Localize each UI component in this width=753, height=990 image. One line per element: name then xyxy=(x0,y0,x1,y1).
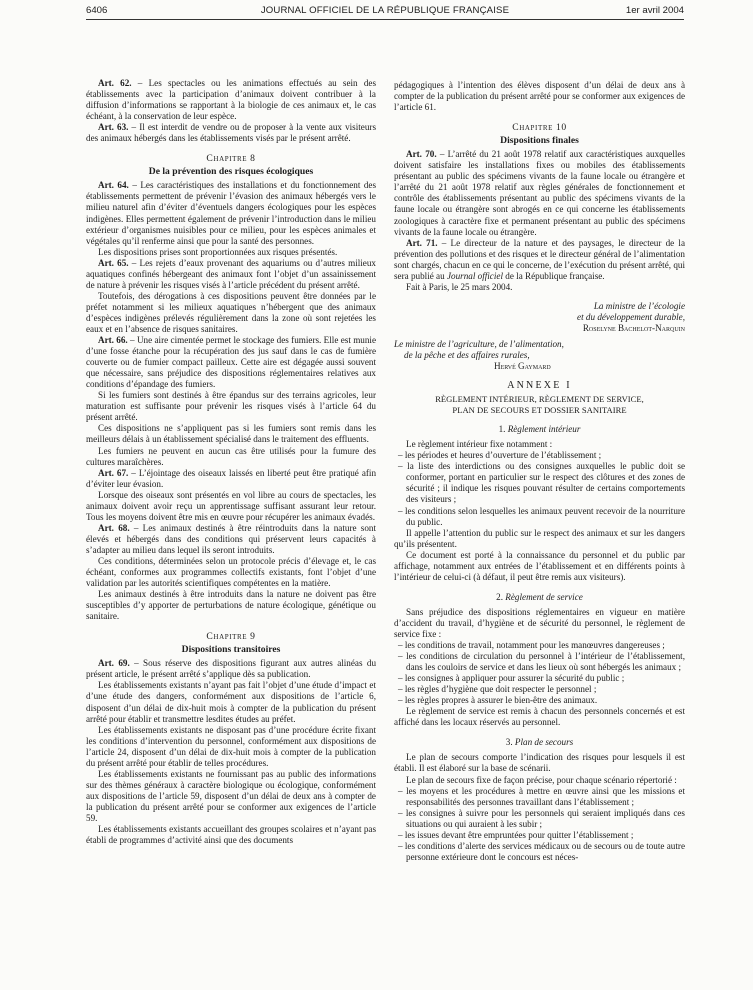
paragraph: Toutefois, des dérogations à ces dispositions peuvent être données par le préfet notamment si les milieux aquatiques n’hébergent que des animaux d’espèces indigènes prélevés régulièrement dans la zone où sont rejetées les eaux et en l’absence de risques sanitaires. xyxy=(86,290,376,334)
paragraph: Le règlement intérieur fixe notamment : xyxy=(406,439,553,450)
list-item: – les conditions de circulation du personnel à l’intérieur de l’établissement, dans les couloirs de service et dans les lieux où sont hébergés les animaux ; xyxy=(398,651,685,673)
paragraph: Il appelle l’attention du public sur le respect des animaux et sur les dangers qu’ils présentent. xyxy=(394,527,685,549)
list-item: – les consignes à suivre pour les personnels qui seraient impliqués dans ces situations ou qui auraient à les subir ; xyxy=(398,807,685,829)
chapter-10-title: Dispositions finales xyxy=(500,135,579,147)
publication-date: 1er avril 2004 xyxy=(625,5,684,16)
article-65: Art. 65. – Les rejets d’eaux provenant des aquariums ou d’autres milieux aquatiques confinés hébergeant des animaux font l’objet d’un assainissement de nature à prévenir les risques visés à l’article précédent du présent arrêté. xyxy=(86,257,376,290)
paragraph: Les dispositions prises sont proportionnées aux risques présentés. xyxy=(98,246,338,257)
signatory-2-name: Hervé Gaymard xyxy=(494,361,551,372)
article-63: Art. 63. – Il est interdit de vendre ou de proposer à la vente aux visiteurs des animaux hébergés dans les établissements visés par le présent arrêté. xyxy=(86,122,376,144)
signature-date: Fait à Paris, le 25 mars 2004. xyxy=(406,281,513,292)
annex-heading: ANNEXE I xyxy=(507,380,572,392)
section-3-list xyxy=(394,786,685,863)
chapter-8-heading: Chapitre 8 xyxy=(206,153,256,165)
paragraph: Ces conditions, déterminées selon un protocole précis d’élevage et, le cas échéant, conformes aux programmes collectifs existants, font l’objet d’une validation par les autorités scientifiques compétentes en la matière. xyxy=(86,555,376,589)
right-column xyxy=(394,80,685,863)
list-item: – les conditions de travail, notamment pour les manœuvres dangereuses ; xyxy=(398,640,665,651)
paragraph: Lorsque des oiseaux sont présentés en vol libre au cours de spectacles, les animaux doivent avoir reçu un apprentissage suffisant assurant leur retour. Tous les moyens doivent être mis en œuvre pour récupérer les animaux évadés. xyxy=(86,489,376,522)
paragraph: Les établissements existants ne fournissant pas au public des informations sur des thèmes généraux à caractère biologique ou écologique, conformément aux dispositions de l’article 59, disposent d’un délai de deux ans à compter de la publication du présent arrêté pour se conformer aux exigences de l’article 59. xyxy=(86,768,376,823)
left-column xyxy=(86,78,376,846)
chapter-10-heading: Chapitre 10 xyxy=(512,122,567,134)
article-68: Art. 68. – Les animaux destinés à être réintroduits dans la nature sont élevés et hébergés dans des conditions qui préservent leurs capacités à s’adapter au milieu dans lequel ils seront introduits. xyxy=(86,522,377,555)
section-2-list xyxy=(394,640,685,706)
section-3-heading: 3. Plan de secours xyxy=(505,737,574,748)
list-item: – la liste des interdictions ou des consignes auxquelles le public doit se conformer, portant en particulier sur le respect des clôtures et des zones de sécurité ; il indique les risques pouvant résulter de certains comportements des visiteurs ; xyxy=(398,461,685,505)
signatory-2-title-2: de la pêche et des affaires rurales, xyxy=(404,350,530,361)
signatory-1-title-2: et du développement durable, xyxy=(577,311,685,322)
list-item: – les règles propres à assurer le bien-être des animaux. xyxy=(398,695,598,706)
signatory-1-title: La ministre de l’écologie xyxy=(593,300,685,311)
journal-title: JOURNAL OFFICIEL DE LA RÉPUBLIQUE FRANÇAISE xyxy=(260,5,510,16)
chapter-9-heading: Chapitre 9 xyxy=(206,631,256,643)
paragraph: Les animaux destinés à être introduits dans la nature ne doivent pas être susceptibles d’y apporter de perturbations de nature écologique, génétique ou sanitaire. xyxy=(86,589,376,622)
section-1-heading: 1. Règlement intérieur xyxy=(498,424,581,435)
list-item: – les consignes à appliquer pour assurer la sécurité du public ; xyxy=(398,673,625,684)
annex-subtitle-2: PLAN DE SECOURS ET DOSSIER SANITAIRE xyxy=(452,404,627,415)
paragraph: Les établissements existants ne disposant pas d’une procédure écrite fixant les conditions d’intervention du personnel, conformément aux dispositions de l’article 24, disposent d’un délai de dix-huit mois à compter de la publication du présent arrêté pour établir de telles procédures. xyxy=(86,724,376,768)
article-67: Art. 67. – L’éjointage des oiseaux laissés en liberté peut être pratiqué afin d’éviter leur évasion. xyxy=(86,467,377,489)
list-item: – les conditions selon lesquelles les animaux peuvent recevoir de la nourriture du public. xyxy=(398,505,685,527)
article-69: Art. 69. – Sous réserve des dispositions figurant aux autres alinéas du présent article, le présent arrêté s’applique dès sa publication. xyxy=(86,658,377,680)
paragraph: Le plan de secours comporte l’indication des risques pour lesquels il est établi. Il est élaboré sur la base de scénarii. xyxy=(394,752,685,774)
article-66: Art. 66. – Une aire cimentée permet le stockage des fumiers. Elle est munie d’une fosse étanche pour la récupération des jus sauf dans le cas de fumière couverte ou de fumier compact pailleux. Cette aire est dégagée aussi souvent que nécessaire, sans préjudice des dispositions réglementaires relatives aux conditions d’épandage des fumiers. xyxy=(86,335,377,390)
paragraph: Les établissements existants accueillant des groupes scolaires et n’ayant pas établi de programmes d’activité ainsi que des documents xyxy=(86,824,376,846)
paragraph: Ce document est porté à la connaissance du personnel et du public par affichage, notamment aux entrées de l’établissement et en différents points à l’intérieur de celui-ci (à défaut, il peut être remis aux visiteurs). xyxy=(394,549,685,582)
article-62: Art. 62. – Les spectacles ou les animations effectués au sein des établissements avec la participation d’animaux doivent contribuer à la diffusion d’informations se rapportant à la biologie de ces animaux et, le cas échéant, à la conservation de leur espèce. xyxy=(86,78,377,122)
signatory-1-name: Roselyne Bachelot-Narquin xyxy=(582,322,685,333)
page-header xyxy=(86,2,684,20)
section-2-heading: 2. Règlement de service xyxy=(496,591,583,602)
annex-subtitle-1: RÈGLEMENT INTÉRIEUR, RÈGLEMENT DE SERVICE, xyxy=(435,394,644,405)
paragraph: Les fumiers ne peuvent en aucun cas être utilisés pour la fumure des cultures maraîchères. xyxy=(86,445,376,467)
article-71: Art. 71. – Le directeur de la nature et des paysages, le directeur de la prévention des pollutions et des risques et le directeur général de l’alimentation sont chargés, chacun en ce qui le concerne, de l’exécution du présent arrêté, qui sera publié au Journal officiel de la République française. xyxy=(394,237,685,281)
paragraph: Si les fumiers sont destinés à être épandus sur des terrains agricoles, leur maturation est suffisante pour prévenir les risques visés à l’article 64 du présent arrêté. xyxy=(86,390,376,423)
paragraph: Le plan de secours fixe de façon précise, pour chaque scénario répertorié : xyxy=(406,774,677,785)
list-item: – les moyens et les procédures à mettre en œuvre ainsi que les missions et responsabilités des personnes travaillant dans l’établissement ; xyxy=(398,785,685,807)
article-70: Art. 70. – L’arrêté du 21 août 1978 relatif aux caractéristiques auxquelles doivent satisfaire les installations fixes ou mobiles des établissements présentant au public des spécimens vivants de la faune locale ou étrangère et l’arrêté du 21 août 1978 relatif aux règles générales de fonctionnement et contrôle des établissements présentant au public des spécimens vivants de la faune locale ou étrangère sont abrogés en ce qui concerne les établissements zoologiques à caractère fixe et permanent présentant au public des spécimens vivants de la faune locale ou étrangère. xyxy=(394,149,685,237)
section-1-list xyxy=(394,450,685,527)
list-item: – les périodes et heures d’ouverture de l’établissement ; xyxy=(398,450,602,461)
paragraph: Sans préjudice des dispositions réglementaires en vigueur en matière d’accident du travail, d’hygiène et de sécurité du personnel, le règlement de service fixe : xyxy=(394,606,685,639)
list-item: – les règles d’hygiène que doit respecter le personnel ; xyxy=(398,684,597,695)
paragraph: Ces dispositions ne s’appliquent pas si les fumiers sont remis dans les meilleurs délais à un établissement spécialisé dans le traitement des effluents. xyxy=(86,423,376,445)
signatory-2-title: Le ministre de l’agriculture, de l’alimentation, xyxy=(394,338,564,349)
article-64: Art. 64. – Les caractéristiques des installations et du fonctionnement des établissements permettent de prévenir l’évasion des animaux hébergés vers le milieu naturel afin d’éviter d’éventuels dangers écologiques pour les espèces indigènes. Elles permettent également de prévenir l’introduction dans le milieu extérieur d’organismes nuisibles pour ce milieu, pour les espèces animales et végétales qu’il renferme ainsi que pour la santé des personnes. xyxy=(86,180,376,246)
list-item: – les issues devant être empruntées pour quitter l’établissement ; xyxy=(398,829,634,840)
page-number: 6406 xyxy=(86,5,108,16)
paragraph: Le règlement de service est remis à chacun des personnels concernés et est affiché dans les locaux réservés au personnel. xyxy=(394,706,685,728)
chapter-8-title: De la prévention des risques écologiques xyxy=(148,166,314,178)
chapter-9-title: Dispositions transitoires xyxy=(181,644,281,656)
continued-paragraph: pédagogiques à l’intention des élèves disposent d’un délai de deux ans à compter de la publication du présent arrêté pour se conformer aux exigences de l’article 61. xyxy=(394,80,685,113)
paragraph: Les établissements existants n’ayant pas fait l’objet d’une étude d’impact et d’une étude des dangers, conformément aux dispositions de l’article 6, disposent d’un délai de dix-huit mois à compter de la publication du présent arrêté pour établir et transmettre lesdites études au préfet. xyxy=(86,680,376,724)
list-item: – les conditions d’alerte des services médicaux ou de secours ou de toute autre personne extérieure dont le concours est néces- xyxy=(398,840,685,862)
